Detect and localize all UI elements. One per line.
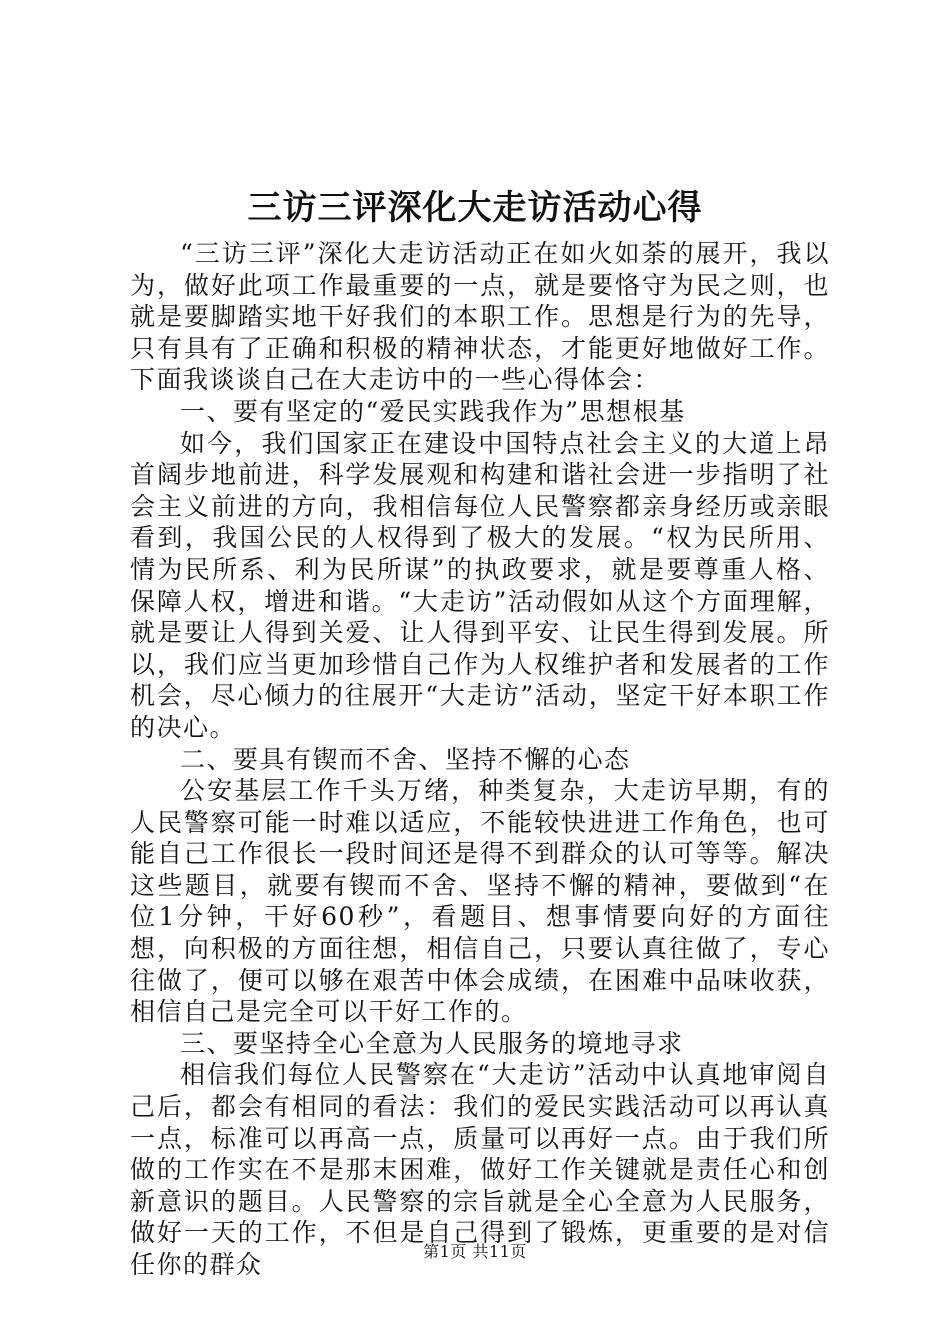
paragraph-section-3: 相信我们每位人民警察在“大走访”活动中认真地审阅自己后，都会有相同的看法：我们的爱民实践活动可以再认真一点，标准可以再高一点，质量可以再好一点。由于我们所做的工作实在不是那末困难，做好工作关键就是责任心和创新意识的题目。人民警察的宗旨就是全心全意为人民服务，做好一天的工作，不但是自己得到了锻炼，更重要的是对信任你的群众 bbox=[130, 1060, 830, 1279]
paragraph-intro: “三访三评”深化大走访活动正在如火如荼的展开，我以为，做好此项工作最重要的一点，就是要恪守为民之则，也就是要脚踏实地干好我们的本职工作。思想是行为的先导，只有具有了正确和积极的精神状态，才能更好地做好工作。下面我谈谈自己在大走访中的一些心得体会： bbox=[130, 239, 830, 395]
paragraph-section-1: 如今，我们国家正在建设中国特点社会主义的大道上昂首阔步地前进，科学发展观和构建和谐社会进一步指明了社会主义前进的方向，我相信每位人民警察都亲身经历或亲眼看到，我国公民的人权得到了极大的发展。“权为民所用、情为民所系、利为民所谋”的执政要求，就是要尊重人格、保障人权，增进和谐。“大走访”活动假如从这个方面理解，就是要让人得到关爱、让人得到平安、让民生得到发展。所以，我们应当更加珍惜自己作为人权维护者和发展者的工作机会，尽心倾力的往展开“大走访”活动，坚定干好本职工作的决心。 bbox=[130, 428, 830, 742]
section-heading-1: 一、要有坚定的“爱民实践我作为”思想根基 bbox=[180, 396, 686, 426]
section-heading-2: 二、要具有锲而不舍、坚持不懈的心态 bbox=[180, 744, 631, 774]
page-number-footer: 第1页 共11页 bbox=[423, 1242, 527, 1261]
document-body bbox=[130, 238, 830, 1281]
paragraph-section-2: 公安基层工作千头万绪，种类复杂，大走访早期，有的人民警察可能一时难以适应，不能较快进进工作角色，也可能自己工作很长一段时间还是得不到群众的认可等等。解决这些题目，就要有锲而不舍、坚持不懈的精神，要做到“在位1分钟，干好60秒”，看题目、想事情要向好的方面往想，向积极的方面往想，相信自己，只要认真往做了，专心往做了，便可以够在艰苦中体会成绩，在困难中品味收获，相信自己是完全可以干好工作的。 bbox=[130, 776, 830, 1027]
section-heading-3: 三、要坚持全心全意为人民服务的境地寻求 bbox=[180, 1028, 684, 1058]
document-title: 三访三评深化大走访活动心得 bbox=[247, 188, 703, 228]
